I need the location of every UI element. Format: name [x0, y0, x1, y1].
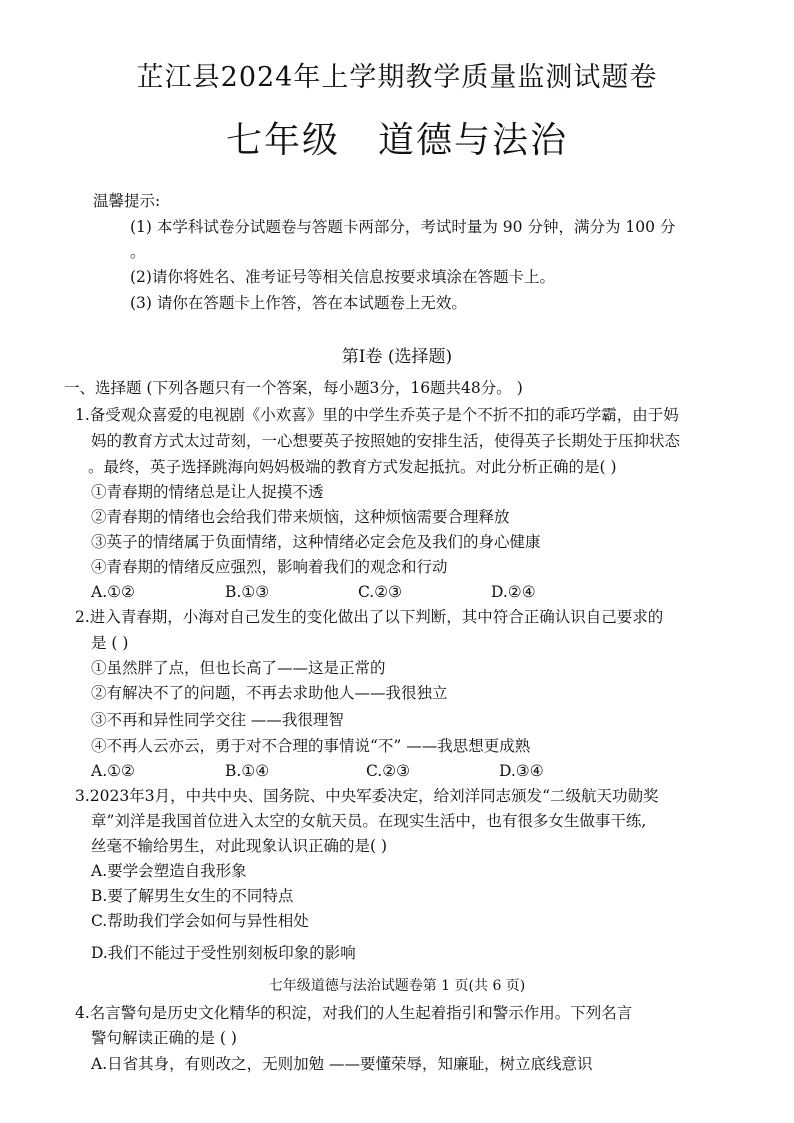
question-1-statement: ④青春期的情绪反应强烈，影响着我们的观念和行动 — [91, 558, 448, 576]
tip-item: (2)请你将姓名、准考证号等相关信息按要求填涂在答题卡上。 — [130, 268, 555, 286]
question-1-statement: ②青春期的情绪也会给我们带来烦恼，这种烦恼需要合理释放 — [91, 508, 510, 526]
subject-title — [0, 112, 794, 163]
question-2-options — [0, 760, 794, 782]
grade-label: 七年级 — [225, 120, 340, 161]
tip-item: (1) 本学科试卷分试题卷与答题卡两部分，考试时量为 90 分钟，满分为 100 分 — [130, 218, 676, 236]
question-1-statement: ①青春期的情绪总是让人捉摸不透 — [91, 483, 324, 501]
option-d[interactable]: D.②④ — [491, 583, 536, 601]
option-a[interactable]: A.①② — [91, 762, 135, 780]
question-2-line: 2.进入青春期，小海对自己发生的变化做出了以下判断，其中符合正确认识自己要求的 — [75, 608, 664, 626]
tip-item: 。 — [130, 243, 146, 261]
option-b[interactable]: B.①③ — [225, 583, 270, 601]
tips-heading: 温馨提示: — [93, 192, 161, 210]
tip-item: (3) 请你在答题卡上作答，答在本试题卷上无效。 — [130, 294, 467, 312]
exam-title: 芷江县2024年上学期教学质量监测试题卷 — [136, 62, 658, 93]
option-c[interactable]: C.②③ — [358, 583, 403, 601]
question-3-line: 丝毫不输给男生，对此现象认识正确的是( ) — [91, 837, 388, 855]
question-4-line: 4.名言警句是历史文化精华的积淀，对我们的人生起着指引和警示作用。下列名言 — [75, 1004, 633, 1022]
question-2-statement: ②有解决不了的问题，不再去求助他人——我很独立 — [91, 684, 448, 702]
question-3-line: 章”刘洋是我国首位进入太空的女航天员。在现实生活中，也有很多女生做事干练, — [91, 812, 647, 830]
question-2-line: 是 ( ) — [91, 634, 129, 652]
question-3-choice[interactable]: B.要了解男生女生的不同特点 — [91, 887, 294, 905]
question-1-statement: ③英子的情绪属于负面情绪，这种情绪必定会危及我们的身心健康 — [91, 533, 541, 551]
question-3-choice[interactable]: A.要学会塑造自我形象 — [91, 862, 247, 880]
option-b[interactable]: B.①④ — [225, 762, 270, 780]
question-4-choice[interactable]: A.日省其身，有则改之，无则加勉 ——要懂荣辱，知廉耻，树立底线意识 — [91, 1055, 593, 1073]
question-3-choice[interactable]: C.帮助我们学会如何与异性相处 — [91, 912, 309, 930]
question-4-line: 警句解读正确的是 ( ) — [91, 1029, 237, 1047]
question-1-line: 妈的教育方式太过苛刻，一心想要英子按照她的安排生活，使得英子长期处于压抑状态 — [91, 432, 681, 450]
option-a[interactable]: A.①② — [91, 583, 135, 601]
question-2-statement: ④不再人云亦云，勇于对不合理的事情说“不” ——我思想更成熟 — [91, 737, 531, 755]
option-d[interactable]: D.③④ — [499, 762, 544, 780]
section-title: 第Ⅰ卷 (选择题) — [341, 347, 453, 367]
page-footer: 七年级道德与法治试题卷第 1 页(共 6 页) — [268, 978, 526, 994]
option-c[interactable]: C.②③ — [366, 762, 411, 780]
question-3-line: 3.2023年3月，中共中央、国务院、中央军委决定，给刘洋同志颁发“二级航天功勋奖 — [75, 787, 659, 805]
question-1-line: 。最终，英子选择跳海向妈妈极端的教育方式发起抵抗。对此分析正确的是( ) — [88, 458, 617, 476]
part-heading: 一、选择题 (下列各题只有一个答案，每小题3分，16题共48分。 ) — [64, 379, 523, 397]
question-1-options — [0, 581, 794, 603]
question-3-choice[interactable]: D.我们不能过于受性别刻板印象的影响 — [91, 944, 356, 962]
question-2-statement: ①虽然胖了点，但也长高了——这是正常的 — [91, 659, 386, 677]
question-2-statement: ③不再和异性同学交往 ——我很理智 — [91, 711, 344, 729]
subject-label: 道德与法治 — [378, 120, 569, 161]
question-1-line: 1.备受观众喜爱的电视剧《小欢喜》里的中学生乔英子是个不折不扣的乖巧学霸，由于妈 — [75, 406, 679, 424]
